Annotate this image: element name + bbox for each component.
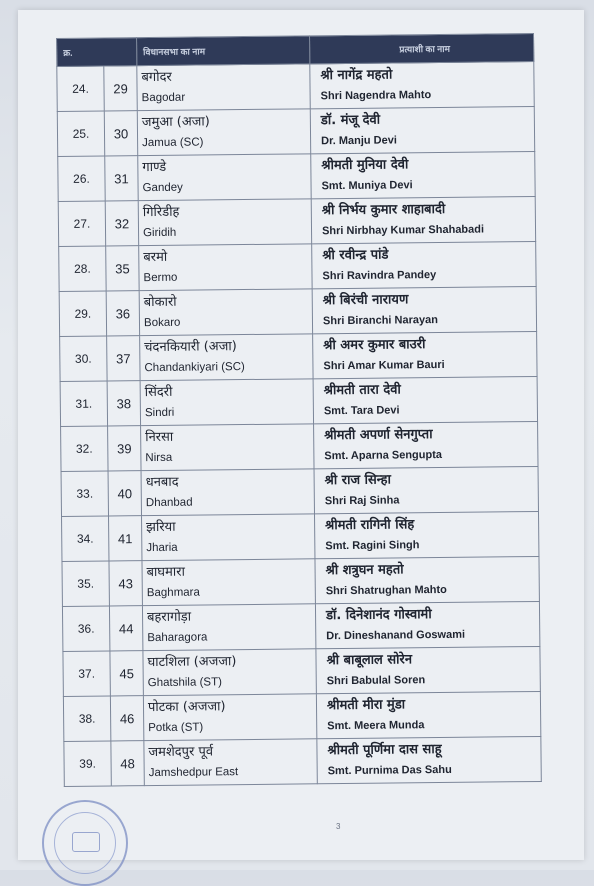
candidate-name-english: Smt. Tara Devi: [323, 404, 400, 418]
candidate-cell: [310, 61, 534, 108]
table-row: [60, 376, 537, 426]
official-seal-stamp: [42, 800, 128, 886]
constituency-number-cell: 40: [108, 471, 141, 516]
table-row: [58, 151, 535, 201]
constituency-name-english: Nirsa: [145, 451, 173, 465]
candidate-name-english: Shri Shatrughan Mahto: [325, 583, 447, 598]
constituency-cell: [143, 694, 316, 741]
table-row: [61, 466, 538, 516]
constituency-cell: [137, 109, 310, 156]
constituency-number-cell: 38: [107, 381, 140, 426]
constituency-name-english: Potka (ST): [148, 721, 204, 735]
constituency-name-hindi: झरिया: [146, 519, 176, 536]
serial-cell: 39.: [64, 741, 111, 786]
page-number: 3: [336, 822, 341, 831]
candidate-name-english: Smt. Muniya Devi: [321, 179, 413, 193]
table-row: [60, 331, 537, 381]
constituency-name-english: Jamshedpur East: [148, 766, 239, 780]
candidate-name-hindi: श्री निर्भय कुमार शाहाबादी: [321, 201, 446, 219]
constituency-name-english: Ghatshila (ST): [147, 676, 222, 690]
constituency-cell: [137, 64, 310, 111]
constituency-name-english: Sindri: [144, 406, 175, 420]
constituency-number-cell: 32: [105, 201, 138, 246]
candidate-name-hindi: श्री नागेंद्र महतो: [320, 67, 393, 84]
serial-cell: 29.: [59, 291, 106, 336]
candidate-name-english: Shri Raj Sinha: [324, 494, 400, 508]
candidate-cell: [311, 196, 535, 243]
constituency-name-hindi: बाघमारा: [146, 564, 185, 581]
constituency-number-cell: 46: [110, 696, 143, 741]
candidate-name-english: Shri Nirbhay Kumar Shahabadi: [321, 223, 485, 238]
serial-cell: 36.: [62, 606, 109, 651]
constituency-name-hindi: गिरिडीह: [142, 204, 180, 221]
serial-cell: 25.: [57, 111, 104, 156]
constituency-number-cell: 45: [110, 651, 143, 696]
candidate-name-hindi: श्रीमती अपर्णा सेनगुप्ता: [324, 427, 433, 444]
candidate-name-hindi: श्री शत्रुघन महतो: [325, 562, 404, 579]
candidate-name-english: Shri Nagendra Mahto: [320, 89, 432, 103]
constituency-number-cell: 39: [108, 426, 141, 471]
constituency-name-hindi: बहरागोड़ा: [146, 609, 192, 626]
constituency-number-cell: 29: [104, 66, 137, 111]
constituency-name-english: Bokaro: [143, 316, 181, 330]
constituency-number-cell: 48: [111, 741, 144, 786]
table-row: [62, 556, 539, 606]
candidate-cell: [313, 331, 537, 378]
constituency-number-cell: 41: [109, 516, 142, 561]
constituency-cell: [144, 739, 317, 786]
constituency-cell: [142, 559, 315, 606]
constituency-name-hindi: धनबाद: [145, 474, 179, 491]
candidate-cell: [310, 106, 534, 153]
constituency-name-english: Bagodar: [141, 91, 186, 105]
serial-cell: 26.: [58, 156, 105, 201]
candidate-name-hindi: श्री अमर कुमार बाउरी: [323, 337, 426, 354]
constituency-number-cell: 35: [106, 246, 139, 291]
constituency-number-cell: 43: [109, 561, 142, 606]
candidate-cell: [315, 601, 539, 648]
constituency-cell: [138, 199, 311, 246]
serial-cell: 38.: [63, 696, 110, 741]
candidate-name-hindi: डॉ. दिनेशानंद गोस्वामी: [325, 607, 432, 624]
serial-cell: 35.: [62, 561, 109, 606]
constituency-name-hindi: जमुआ (अजा): [141, 114, 210, 131]
serial-cell: 24.: [57, 66, 104, 111]
candidate-name-english: Smt. Purnima Das Sahu: [327, 763, 452, 778]
candidate-name-english: Dr. Dineshanand Goswami: [326, 628, 466, 643]
table-row: [62, 601, 539, 651]
candidate-cell: [313, 376, 537, 423]
constituency-cell: [140, 334, 313, 381]
table-row: [59, 241, 536, 291]
candidate-cell: [316, 646, 540, 693]
constituency-cell: [138, 154, 311, 201]
constituency-cell: [139, 289, 312, 336]
table-row: [62, 511, 539, 561]
candidate-cell: [311, 151, 535, 198]
candidate-name-english: Smt. Ragini Singh: [325, 539, 420, 553]
table-row: [57, 61, 534, 111]
constituency-cell: [143, 649, 316, 696]
candidate-name-english: Shri Biranchi Narayan: [322, 314, 438, 328]
serial-cell: 33.: [61, 471, 108, 516]
table-row: [57, 106, 534, 156]
candidate-name-english: Dr. Manju Devi: [321, 134, 397, 148]
constituency-name-hindi: गाण्डे: [142, 159, 167, 176]
constituency-name-hindi: सिंदरी: [144, 384, 173, 401]
candidate-list-table: [56, 33, 542, 787]
constituency-name-hindi: घाटशिला (अजजा): [147, 654, 237, 671]
constituency-name-english: Chandankiyari (SC): [144, 361, 245, 375]
candidate-name-english: Smt. Aparna Sengupta: [324, 448, 443, 463]
candidate-name-hindi: श्री बाबूलाल सोरेन: [326, 652, 413, 669]
header-constituency: विधानसभा का नाम: [137, 36, 310, 66]
constituency-name-english: Dhanbad: [145, 496, 193, 510]
constituency-cell: [142, 604, 315, 651]
candidate-cell: [314, 466, 538, 513]
serial-cell: 31.: [60, 381, 107, 426]
serial-cell: 28.: [59, 246, 106, 291]
serial-cell: 27.: [58, 201, 105, 246]
serial-cell: 37.: [63, 651, 110, 696]
candidate-name-hindi: श्रीमती मीरा मुंडा: [326, 697, 406, 714]
candidate-name-english: Shri Babulal Soren: [326, 674, 426, 688]
constituency-name-hindi: पोटका (अजजा): [147, 699, 226, 716]
candidate-name-hindi: डॉ. मंजू देवी: [320, 112, 381, 129]
candidate-name-english: Shri Amar Kumar Bauri: [323, 358, 445, 373]
constituency-cell: [142, 514, 315, 561]
header-candidate: प्रत्याशी का नाम: [309, 33, 533, 63]
table-row: [61, 421, 538, 471]
constituency-name-hindi: निरसा: [145, 429, 174, 446]
constituency-name-hindi: बगोदर: [141, 69, 172, 86]
candidate-name-hindi: श्रीमती तारा देवी: [323, 382, 401, 399]
candidate-cell: [312, 241, 536, 288]
constituency-cell: [140, 379, 313, 426]
constituency-cell: [141, 424, 314, 471]
constituency-name-english: Jamua (SC): [142, 136, 204, 150]
candidate-cell: [314, 511, 538, 558]
table-row: [59, 286, 536, 336]
constituency-name-hindi: जमशेदपुर पूर्व: [148, 744, 214, 761]
constituency-name-english: Gandey: [142, 181, 183, 195]
constituency-name-english: Bermo: [143, 271, 178, 285]
candidate-name-hindi: श्री बिरंची नारायण: [322, 292, 409, 309]
table-body: [57, 61, 542, 786]
candidate-cell: [314, 421, 538, 468]
header-serial: क्र.: [57, 38, 137, 67]
candidate-name-hindi: श्रीमती मुनिया देवी: [321, 157, 409, 174]
candidate-cell: [316, 691, 540, 738]
candidate-cell: [312, 286, 536, 333]
constituency-name-hindi: बोकारो: [143, 294, 177, 311]
constituency-cell: [141, 469, 314, 516]
candidate-name-english: Shri Ravindra Pandey: [322, 269, 437, 283]
constituency-number-cell: 36: [106, 291, 139, 336]
candidate-name-hindi: श्रीमती रागिनी सिंह: [325, 517, 415, 534]
serial-cell: 32.: [61, 426, 108, 471]
candidate-name-hindi: श्रीमती पूर्णिमा दास साहू: [327, 742, 442, 759]
constituency-name-hindi: चंदनकियारी (अजा): [144, 339, 237, 356]
constituency-name-english: Giridih: [142, 226, 177, 240]
table-row: [63, 646, 540, 696]
constituency-name-english: Baharagora: [147, 631, 208, 645]
seal-emblem-icon: [72, 832, 100, 852]
candidate-cell: [317, 736, 541, 783]
table-row: [58, 196, 535, 246]
constituency-cell: [139, 244, 312, 291]
table-row: [64, 736, 541, 786]
constituency-number-cell: 37: [107, 336, 140, 381]
candidate-name-hindi: श्री राज सिन्हा: [324, 472, 391, 489]
constituency-name-hindi: बरमो: [143, 249, 168, 266]
constituency-number-cell: 31: [105, 156, 138, 201]
constituency-number-cell: 30: [104, 111, 137, 156]
document-page: [18, 10, 584, 860]
candidate-cell: [315, 556, 539, 603]
constituency-number-cell: 44: [109, 606, 142, 651]
table-row: [63, 691, 540, 741]
serial-cell: 30.: [60, 336, 107, 381]
candidate-name-hindi: श्री रवीन्द्र पांडे: [322, 247, 389, 264]
serial-cell: 34.: [62, 516, 109, 561]
constituency-name-english: Jharia: [146, 541, 178, 555]
candidate-name-english: Smt. Meera Munda: [327, 719, 425, 733]
constituency-name-english: Baghmara: [146, 586, 200, 600]
